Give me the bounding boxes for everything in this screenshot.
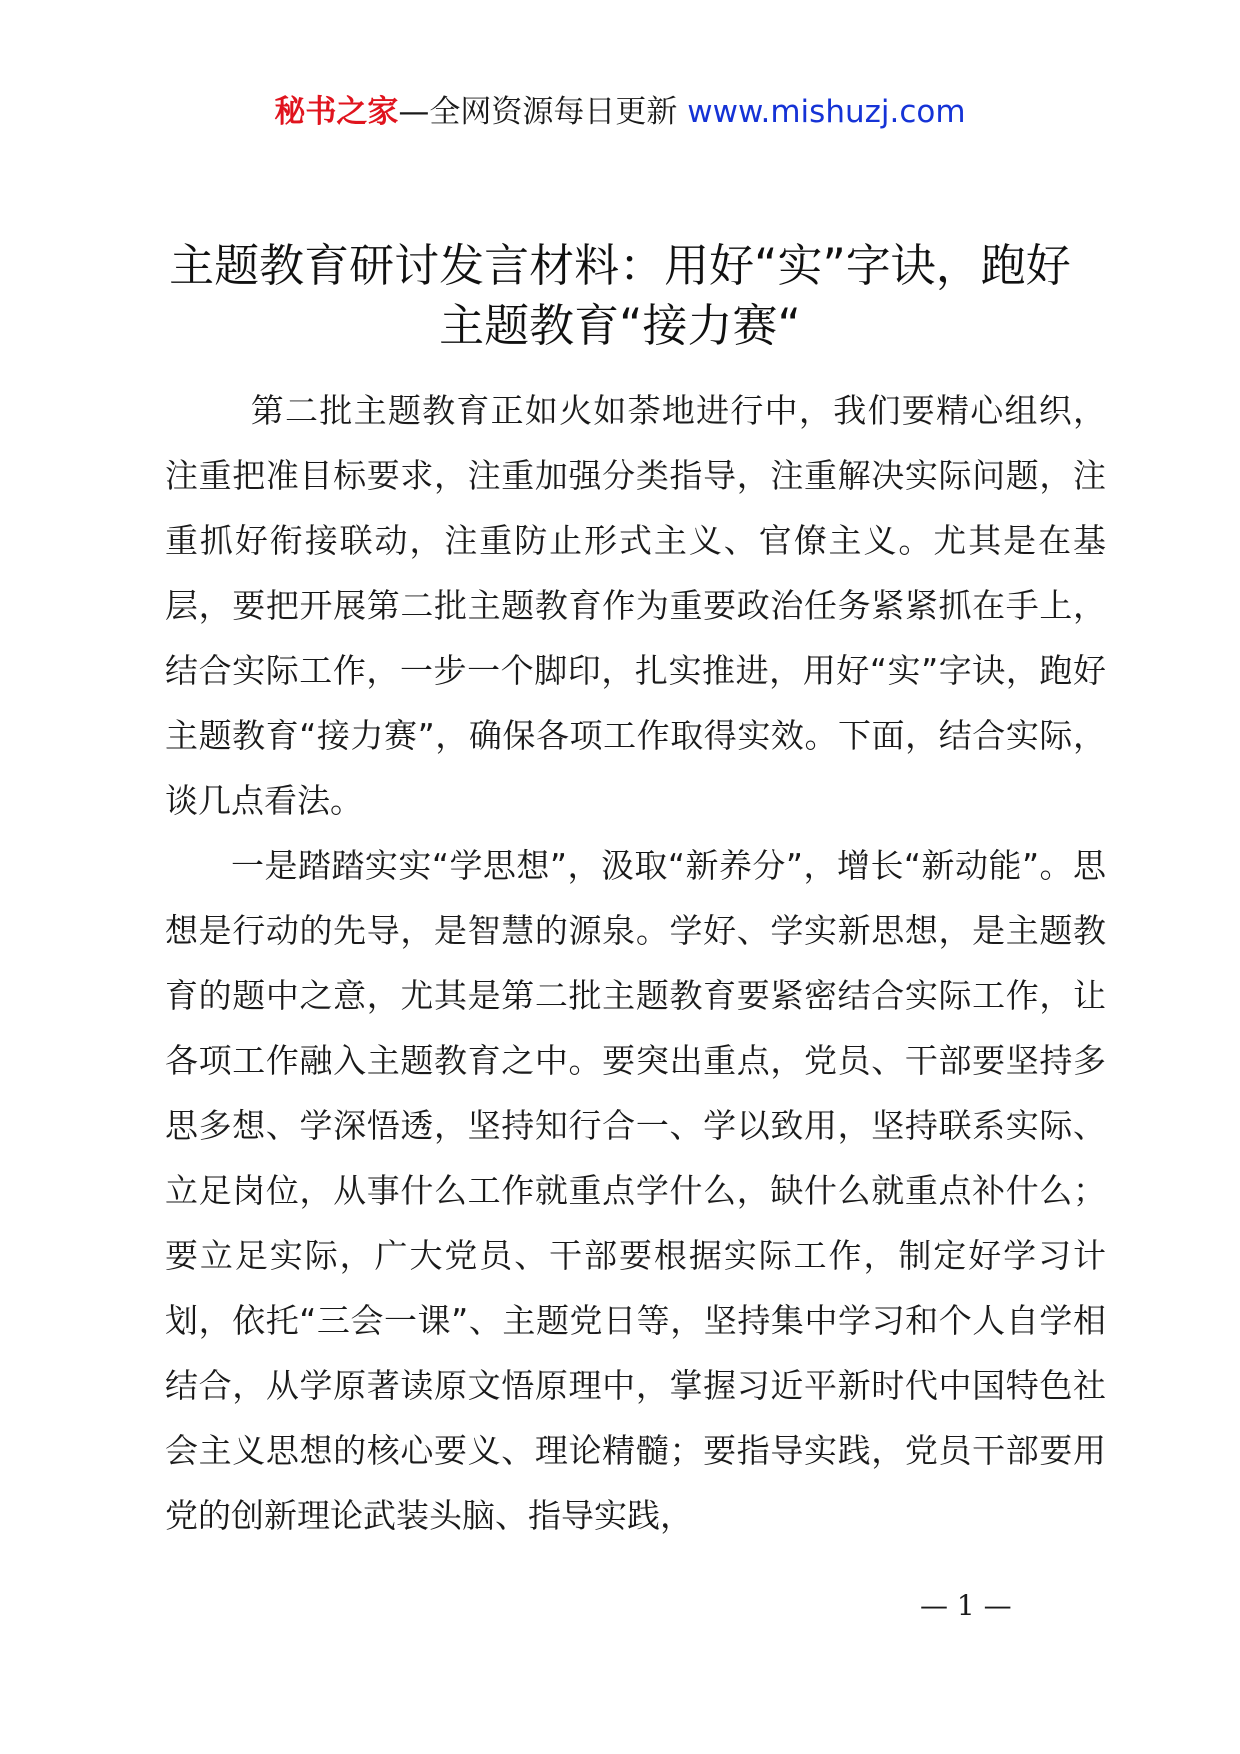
brand-name: 秘书之家 xyxy=(274,94,399,130)
header-tagline: —全网资源每日更新 xyxy=(398,94,678,130)
paragraph-point-one: 一是踏踏实实“学思想”，汲取“新养分”，增长“新动能”。思想是行动的先导，是智慧的源泉。学好、学实新思想，是主题教育的题中之意，尤其是第二批主题教育要紧密结合实际工作，让各项工作融入主题教育之中。要突出重点，党员、干部要坚持多思多想、学深悟透，坚持知行合一、学以致用，坚持联系实际、立足岗位，从事什么工作就重点学什么，缺什么就重点补什么；要立足实际，广大党员、干部要根据实际工作，制定好学习计划，依托“三会一课”、主题党日等，坚持集中学习和个人自学相结合，从学原著读原文悟原理中，掌握习近平新时代中国特色社会主义思想的核心要义、理论精髓；要指导实践，党员干部要用党的创新理论武装头脑、指导实践， xyxy=(165,846,1106,1535)
paragraph-intro: 第二批主题教育正如火如荼地进行中，我们要精心组织，注重把准目标要求，注重加强分类指导，注重解决实际问题，注重抓好衔接联动，注重防止形式主义、官僚主义。尤其是在基层，要把开展第二批主题教育作为重要政治任务紧紧抓在手上，结合实际工作，一步一个脚印，扎实推进，用好“实”字诀，跑好主题教育“接力赛”，确保各项工作取得实效。下面，结合实际，谈几点看法。 xyxy=(165,391,1106,820)
site-header xyxy=(0,92,1240,132)
document-title: 主题教育研讨发言材料：用好“实”字诀，跑好主题教育“接力赛“ xyxy=(169,239,1071,352)
document-body xyxy=(165,378,1106,1548)
site-url-link[interactable]: www.mishuzj.com xyxy=(687,94,966,130)
page-number: — 1 — xyxy=(920,1589,1012,1622)
